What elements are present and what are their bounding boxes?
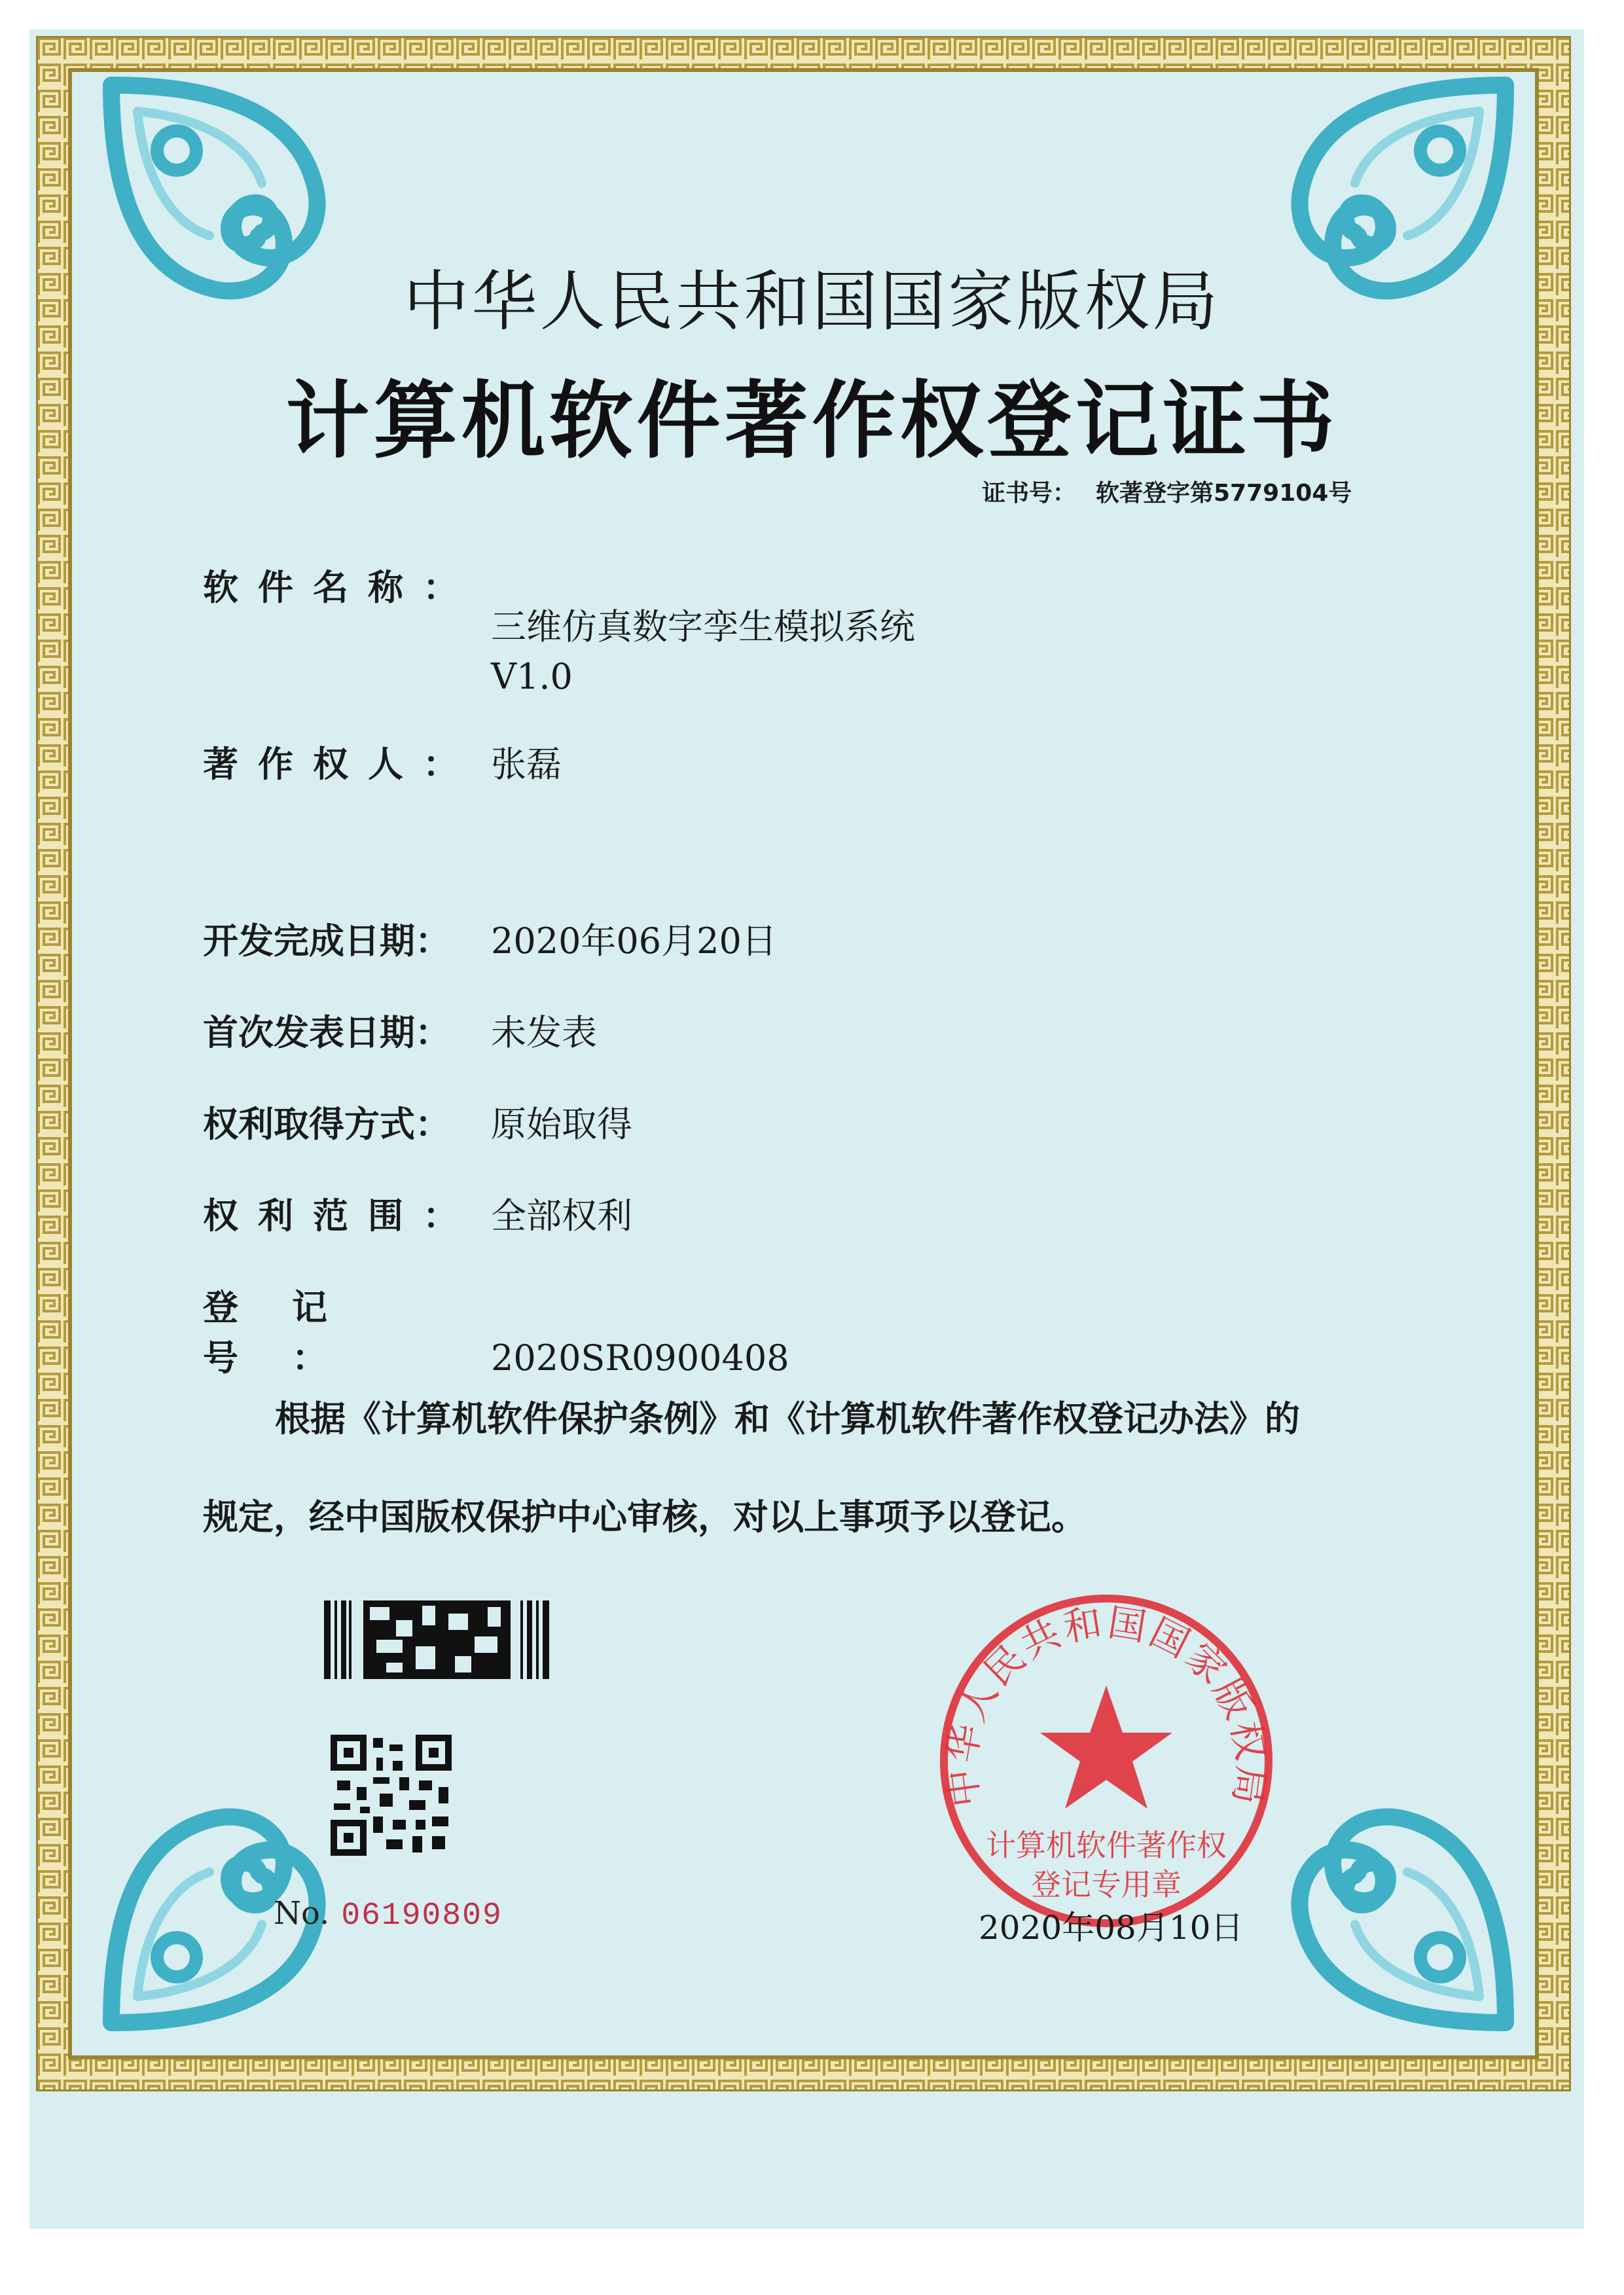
registration-number-row bbox=[203, 1280, 789, 1381]
seal-outer-text: 中华人民共和国国家版权局 bbox=[939, 1599, 1274, 1810]
certificate-title: 计算机软件著作权登记证书 bbox=[285, 372, 1339, 470]
qr-code-icon bbox=[331, 1735, 452, 1856]
scope-row bbox=[203, 1188, 632, 1238]
owner-row bbox=[203, 736, 562, 787]
software-name-label: 软件名称： bbox=[203, 567, 478, 608]
owner-label: 著作权人： bbox=[203, 744, 478, 785]
software-name-row bbox=[203, 560, 491, 610]
software-version: V1.0 bbox=[491, 656, 573, 697]
registration-number-value: 2020SR0900408 bbox=[491, 1337, 789, 1379]
serial-number-value: 06190809 bbox=[341, 1898, 503, 1934]
certificate-number-value: 软著登字第5779104号 bbox=[1096, 480, 1352, 507]
acquisition-value: 原始取得 bbox=[491, 1104, 632, 1145]
publish-date-row bbox=[203, 1005, 597, 1055]
scope-label: 权利范围： bbox=[203, 1195, 478, 1237]
serial-prefix: No. bbox=[274, 1895, 330, 1932]
barcode-icon bbox=[324, 1600, 550, 1679]
publish-date-label: 首次发表日期： bbox=[203, 1012, 450, 1053]
completion-date-row bbox=[203, 913, 777, 964]
issue-date: 2020年08月10日 bbox=[979, 1909, 1244, 1947]
statement-line-2: 规定，经中国版权保护中心审核，对以上事项予以登记。 bbox=[203, 1496, 1087, 1538]
acquisition-row bbox=[203, 1096, 632, 1147]
statement-line-1: 根据《计算机软件保护条例》和《计算机软件著作权登记办法》的 bbox=[275, 1398, 1300, 1439]
publish-date-value: 未发表 bbox=[491, 1012, 597, 1053]
seal-inner-line-2: 登记专用章 bbox=[1031, 1867, 1182, 1902]
serial-number bbox=[274, 1895, 503, 1934]
scope-value: 全部权利 bbox=[491, 1195, 632, 1237]
acquisition-label: 权利取得方式： bbox=[203, 1104, 450, 1145]
completion-date-value: 2020年06月20日 bbox=[491, 920, 777, 962]
certificate-number-label: 证书号： bbox=[982, 480, 1077, 507]
owner-value: 张磊 bbox=[491, 744, 562, 785]
software-name-value bbox=[491, 602, 915, 702]
seal-inner-line-1: 计算机软件著作权 bbox=[986, 1828, 1227, 1863]
issuer-title: 中华人民共和国国家版权局 bbox=[403, 263, 1221, 340]
corner-ornament-icon bbox=[1244, 1761, 1519, 2036]
registration-number-label: 登记号： bbox=[203, 1287, 381, 1379]
certificate-number bbox=[982, 475, 1371, 508]
official-seal-icon bbox=[933, 1587, 1280, 1934]
software-name: 三维仿真数字孪生模拟系统 bbox=[491, 606, 915, 647]
completion-date-label: 开发完成日期： bbox=[203, 920, 450, 962]
